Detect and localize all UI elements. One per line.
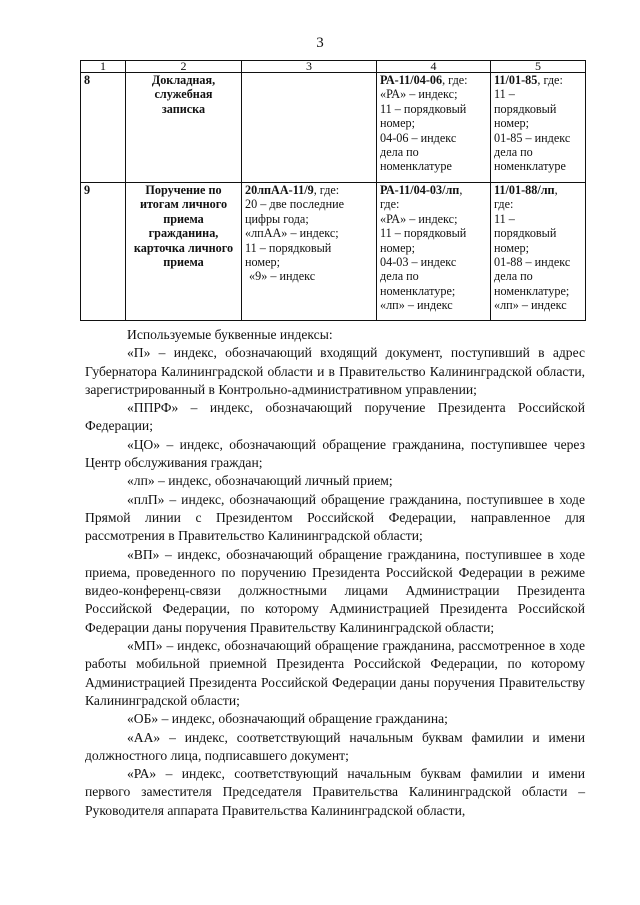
paragraph-index-pprf: «ППРФ» – индекс, обозначающий поручение Президента Российской Федерации; (85, 400, 585, 434)
empty-cell (242, 73, 377, 183)
cell-line: «9» – индекс (249, 269, 316, 284)
table-header-cell: 3 (242, 61, 377, 73)
index-format-cell (242, 183, 377, 321)
paragraph-index-ob: «ОБ» – индекс, обозначающий обращение гражданина; (127, 711, 448, 727)
cell-line: порядковый (494, 226, 557, 241)
cell-line: номенклатуре (380, 159, 452, 174)
document-type-line: Поручение по (145, 183, 222, 197)
paragraph-index-co: «ЦО» – индекс, обозначающий обращение гражданина, поступившее через Центр обслуживания граждан; (85, 436, 585, 471)
document-type-line: итогам личного (139, 197, 228, 212)
cell-line: номер; (380, 240, 415, 255)
cell-line: 01-88 – индекс (494, 255, 571, 270)
document-type-line: гражданина, (148, 226, 219, 241)
cell-line: номер; (494, 240, 529, 255)
index-code: 11/01-85 (494, 73, 538, 87)
cell-line: номер; (245, 255, 280, 270)
cell-line: 04-03 – индекс (380, 255, 457, 270)
document-type (126, 183, 242, 321)
index-format-cell (491, 183, 586, 321)
cell-line: «РА» – индекс; (380, 87, 458, 102)
cell-line: дела по (494, 145, 533, 160)
cell-line: 01-85 – индекс (494, 130, 571, 145)
cell-line: 04-06 – индекс (380, 130, 457, 145)
cell-line: номенклатуре; (380, 283, 456, 298)
document-type (126, 73, 242, 183)
cell-line: номер; (494, 116, 529, 131)
cell-line: 11 – порядковый (380, 101, 467, 116)
index-code: 11/01-88/лп (494, 183, 555, 197)
document-type-line: записка (161, 101, 206, 116)
index-format-cell (377, 183, 491, 321)
document-type-line: служебная (154, 87, 213, 102)
paragraph-index-lp: «лп» – индекс, обозначающий личный прием; (127, 473, 393, 489)
table-row (81, 183, 586, 321)
paragraph-index-mp: «МП» – индекс, обозначающий обращение гражданина, рассмотренное в ходе работы мобильной приемной Президента Российской Федерации, по которому Администрацией Президента Российской Федерации даны поручения Правительству Калининградской области; (85, 638, 585, 708)
cell-line: , где: (313, 183, 340, 197)
cell-line: 20 – две последние (245, 197, 345, 212)
paragraph-index-aa: «АА» – индекс, соответствующий начальным буквам фамилии и имени должностного лица, подписавшего документ; (85, 729, 585, 763)
cell-line: «лп» – индекс (380, 298, 453, 313)
cell-line: дела по (380, 145, 419, 160)
cell-line: , (459, 183, 463, 197)
index-code: РА-11/04-06 (380, 73, 443, 87)
cell-line: , где: (537, 73, 563, 87)
cell-line: 11 – порядковый (380, 226, 467, 241)
paragraph-index-plp: «плП» – индекс, обозначающий обращение гражданина, поступившее в ходе Прямой линии с Президентом Российской Федерации, направленное для рассмотрения в Правительство Калининградской области; (85, 491, 585, 544)
table-header-cell: 4 (377, 61, 491, 73)
paragraph-index-vp: «ВП» – индекс, обозначающий обращение гражданина, поступившее в ходе приема, проведенного по поручению Президента Российской Федерации в режиме видео-конференц-связи должностными лицами Администрации Президента Российской Федерации, по которому Администрацией Президента Российской Федерации даны поручения Правительству Калининградской области; (85, 546, 585, 635)
document-index-table (80, 60, 586, 321)
page-number: 3 (316, 35, 324, 51)
cell-line: дела по (380, 269, 419, 284)
index-code: РА-11/04-03/лп (380, 183, 460, 197)
cell-line: номер; (380, 116, 415, 131)
cell-line: дела по (494, 269, 533, 284)
cell-line: , где: (442, 73, 468, 87)
paragraph-index-p: «П» – индекс, обозначающий входящий документ, поступивший в адрес Губернатора Калининградской области и в Правительство Калининградской области, зарегистрированный в Контрольно-административном управлении; (85, 345, 585, 397)
table-header-cell: 1 (81, 61, 126, 73)
table-header-row (81, 61, 586, 73)
cell-line: цифры года; (245, 211, 309, 226)
body-text (85, 326, 585, 820)
table-header-cell: 2 (126, 61, 242, 73)
cell-line: порядковый (494, 101, 557, 116)
row-number: 8 (81, 73, 126, 183)
cell-line: где: (380, 197, 400, 212)
index-format-cell (491, 73, 586, 183)
cell-line: 11 – (494, 211, 515, 226)
table-row (81, 73, 586, 183)
cell-line: где: (494, 197, 514, 212)
cell-line: номенклатуре (494, 159, 566, 174)
index-code: 20лпАА-11/9 (245, 183, 314, 197)
table-header-cell: 5 (491, 61, 586, 73)
cell-line: 11 – (494, 87, 515, 102)
row-number: 9 (81, 183, 126, 321)
cell-line: номенклатуре; (494, 283, 570, 298)
document-type-line: приема (163, 255, 204, 270)
cell-line: «лп» – индекс (494, 298, 567, 313)
cell-line: «лпАА» – индекс; (245, 226, 339, 241)
cell-line: 11 – порядковый (245, 240, 332, 255)
document-type-line: Докладная, (151, 73, 216, 87)
paragraph-intro: Используемые буквенные индексы: (127, 327, 333, 342)
cell-line: , (554, 183, 558, 197)
document-type-line: карточка личного (133, 240, 234, 255)
document-type-line: приема (163, 211, 204, 226)
paragraph-index-ra: «РА» – индекс, соответствующий начальным буквам фамилии и имени первого заместителя Председателя Правительства Калининградской области – Руководителя аппарата Правительства Калининградской области, (85, 766, 585, 818)
index-format-cell (377, 73, 491, 183)
cell-line: «РА» – индекс; (380, 211, 458, 226)
